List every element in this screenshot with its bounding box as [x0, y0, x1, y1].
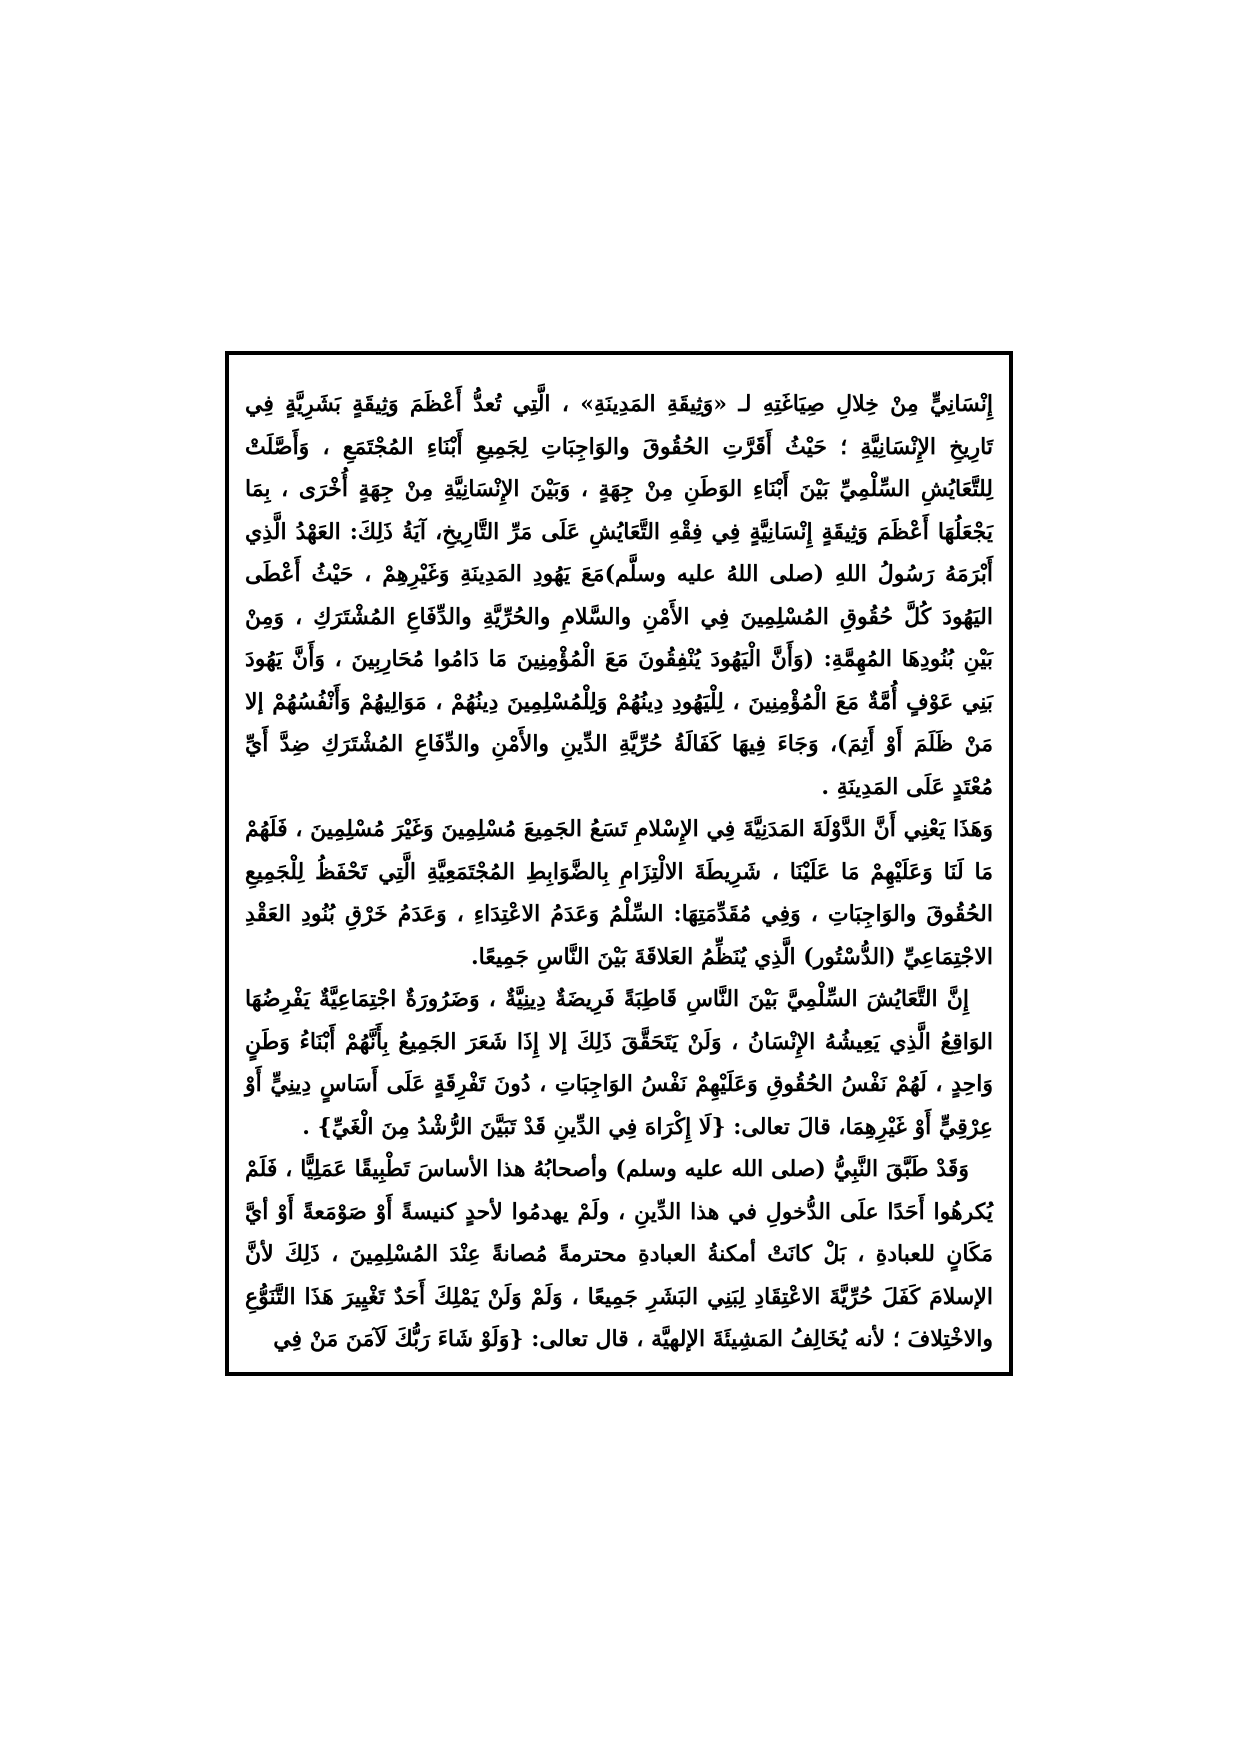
document-text	[245, 383, 993, 1361]
page-frame	[225, 351, 1013, 1376]
paragraph-1: إِنْسَانِيٍّ مِنْ خِلالِ صِيَاغَتِهِ لـ «وَثِيقَةِ المَدِينَةِ» ، الَّتِي تُعدُّ أَعْظَمَ وَثِيقَةٍ بَشَرِيَّةٍ فِي تَارِيخِ الإِنْسَانِيَّةِ ؛ حَيْثُ أَقَرَّتِ الحُقُوقَ والوَاجِبَاتِ لِجَمِيعِ أَبْنَاءِ المُجْتَمَعِ ، وَأَصَّلَتْ لِلتَّعَايُشِ السِّلْمِيِّ بَيْنَ أَبْنَاءِ الوَطَنِ مِنْ جِهَةٍ ، وَبَيْنَ الإِنْسَانِيَّةِ مِنْ جِهَةٍ أُخْرَى ، بِمَا يَجْعَلُهَا أَعْظَمَ وَثِيقَةٍ إِنْسَانِيَّةٍ فِي فِقْهِ التَّعَايُشِ عَلَى مَرِّ التَّارِيخِ، آيَةُ ذَلِكَ: العَهْدُ الَّذِي أَبْرَمَهُ رَسُولُ اللهِ (صلى اللهُ عليه وسلَّم)مَعَ يَهُودِ المَدِينَةِ وَغَيْرِهِمْ ، حَيْثُ أَعْطَى اليَهُودَ كُلَّ حُقُوقِ المُسْلِمِينَ فِي الأَمْنِ والسَّلامِ والحُرِّيَّةِ والدِّفَاعِ المُشْتَرَكِ ، وَمِنْ بَيْنِ بُنُودِهَا المُهِمَّةِ: (وَأَنَّ الْيَهُودَ يُنْفِقُونَ مَعَ الْمُؤْمِنِينَ مَا دَامُوا مُحَارِبِينَ ، وَأَنَّ يَهُودَ بَنِي عَوْفٍ أُمَّةٌ مَعَ الْمُؤْمِنِينَ ، لِلْيَهُودِ دِينُهُمْ وَلِلْمُسْلِمِينَ دِينُهُمْ ، مَوَالِيهُمْ وَأَنْفُسُهُمْ إلا مَنْ ظَلَمَ أَوْ أَثِمَ)، وَجَاءَ فِيهَا كَفَالَةُ حُرِّيَّةِ الدِّينِ والأَمْنِ والدِّفَاعِ المُشْتَرَكِ ضِدَّ أَيِّ مُعْتَدٍ عَلَى المَدِينَةِ .	[245, 391, 994, 800]
paragraph-2: وَهَذَا يَعْنِي أَنَّ الدَّوْلَةَ المَدَنِيَّةَ فِي الإِسْلامِ تَسَعُ الجَمِيعَ مُسْلِمِينَ وَغَيْرَ مُسْلِمِينَ ، فَلَهُمْ مَا لَنَا وَعَلَيْهِمْ مَا عَلَيْنَا ، شَرِيطَةَ الالْتِزَامِ بِالضَّوَابِطِ المُجْتَمَعِيَّةِ الَّتِي تَحْفَظُ لِلْجَمِيعِ الحُقُوقَ والوَاجِبَاتِ ، وَفِي مُقَدِّمَتِهَا: السِّلْمُ وَعَدَمُ الاعْتِدَاءِ ، وَعَدَمُ خَرْقِ بُنُودِ العَقْدِ الاجْتِمَاعِيِّ (الدُّسْتُور) الَّذِي يُنَظِّمُ العَلاقَةَ بَيْنَ النَّاسِ جَمِيعًا.	[245, 816, 993, 970]
paragraph-3: إِنَّ التَّعَايُشَ السِّلْمِيَّ بَيْنَ النَّاسِ قَاطِبَةً فَرِيضَةٌ دِينِيَّةٌ ، وَضَرُورَةٌ اجْتِمَاعِيَّةٌ يَفْرِضُهَا الوَاقِعُ الَّذِي يَعِيشُهُ الإِنْسَانُ ، وَلَنْ يَتَحَقَّقَ ذَلِكَ إلا إِذَا شَعَرَ الجَمِيعُ بِأَنَّهُمْ أَبْنَاءُ وَطَنٍ وَاحِدٍ ، لَهُمْ نَفْسُ الحُقُوقِ وَعَلَيْهِمْ نَفْسُ الوَاجِبَاتِ ، دُونَ تَفْرِقَةٍ عَلَى أَسَاسٍ دِينِيٍّ أَوْ عِرْقِيٍّ أَوْ غَيْرِهِمَا، قالَ تعالى: {لَا إِكْرَاهَ فِي الدِّينِ قَدْ تَبَيَّنَ الرُّشْدُ مِنَ الْغَيِّ} .	[245, 986, 993, 1140]
paragraph-4: وَقَدْ طَبَّقَ النَّبِيُّ (صلى الله عليه وسلم) وأصحابُهُ هذا الأساسَ تَطْبِيقًا عَمَلِيًّا ، فَلَمْ يُكرهُوا أَحَدًا علَى الدُّخولِ في هذا الدِّينِ ، ولَمْ يهدمُوا لأحدٍ كنيسةً أَوْ صَوْمَعةً أَوْ أيَّ مَكَانٍ للعبادةِ ، بَلْ كانَتْ أمكنةُ العبادةِ محترمةً مُصانةً عِنْدَ المُسْلِمِينَ ، ذَلِكَ لأنَّ الإسلامَ كَفَلَ حُرِّيَّةَ الاعْتِقَادِ لِبَنِي البَشَرِ جَمِيعًا ، وَلَمْ وَلَنْ يَمْلِكَ أَحَدٌ تَغْيِيرَ هَذَا التَّنَوُّعِ والاخْتِلافَ ؛ لأنه يُخَالِفُ المَشِيئَةَ الإلهيَّة ، قال تعالى: {وَلَوْ شَاءَ رَبُّكَ لَآمَنَ مَنْ فِي	[245, 1156, 993, 1352]
